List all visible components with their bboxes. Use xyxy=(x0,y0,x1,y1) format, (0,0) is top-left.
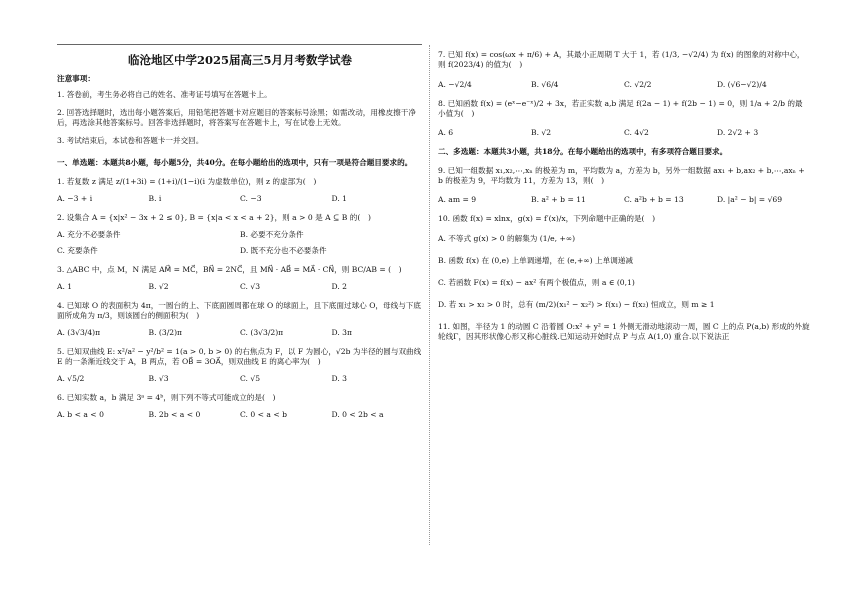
question-10: 10. 函数 f(x) = xlnx，g(x) = f′(x)/x，下列命题中正确的是( ) xyxy=(438,214,656,223)
question-3-options xyxy=(57,282,423,292)
option: C. √3 xyxy=(240,282,261,291)
option: D. 2√2 + 3 xyxy=(717,128,759,137)
option: A. √5/2 xyxy=(57,374,85,383)
question-10-option-b: B. 函数 f(x) 在 (0,e) 上单调递增，在 (e,+∞) 上单调递减 xyxy=(438,256,633,265)
question-6: 6. 已知实数 a，b 满足 3ᵃ = 4ᵇ，则下列不等式可能成立的是( ) xyxy=(57,393,276,402)
notice-item-2: 2. 回答选择题时，选出每小题答案后，用铅笔把答题卡对应题目的答案标号涂黑；如需改动，用橡皮擦干净后，再选涂其他答案标号。回答非选择题时，将答案写在答题卡上，写在试卷上无效。 xyxy=(57,108,416,127)
option: C. −3 xyxy=(240,194,262,203)
question-10-option-d: D. 若 x₁ > x₂ > 0 时，总有 (m/2)(x₁² − x₂²) > f(x₁) − f(x₂) 恒成立，则 m ≥ 1 xyxy=(438,300,715,309)
question-2-options-row-1 xyxy=(57,230,423,240)
column-divider xyxy=(429,45,430,545)
question-1-options xyxy=(57,194,423,204)
option: D. 0 < 2b < a xyxy=(331,410,384,419)
notice-item-3: 3. 考试结束后，本试卷和答题卡一并交回。 xyxy=(57,136,204,145)
question-9: 9. 已知一组数据 x₁,x₂,⋯,xₙ 的极差为 m，平均数为 a，方差为 b，另外一组数据 ax₁ + b,ax₂ + b,⋯,axₙ + b 的极差为 9，平均数为 11，方差为 13，则( ) xyxy=(438,166,805,185)
option: A. am = 9 xyxy=(438,195,477,204)
question-6-options xyxy=(57,410,423,420)
option: A. 1 xyxy=(57,282,73,291)
notice-item-1: 1. 答卷前，考生务必将自己的姓名、准考证号填写在答题卡上。 xyxy=(57,90,272,99)
option: B. (3/2)π xyxy=(148,328,183,337)
option: A. −√2/4 xyxy=(438,80,472,89)
question-4: 4. 已知球 O 的表面积为 4π，一圆台的上、下底面圆周都在球 O 的球面上，且下底面过球心 O，母线与下底面所成角为 π/3，则该圆台的侧面积为( ) xyxy=(57,301,421,320)
question-1: 1. 若复数 z 满足 z/(1+3i) = (1+i)/(1−i)(i 为虚数单位)，则 z 的虚部为( ) xyxy=(57,177,317,186)
section-multiple-choice: 二、多选题：本题共3小题，共18分。在每小题给出的选项中，有多项符合题目要求。 xyxy=(438,147,728,156)
option: A. 6 xyxy=(438,128,454,137)
option: A. −3 + i xyxy=(57,194,93,203)
option: B. 2b < a < 0 xyxy=(148,410,201,419)
option: C. 充要条件 xyxy=(57,246,98,255)
question-7: 7. 已知 f(x) = cos(ωx + π/6) + A，其最小正周期 T 大于 1，若 (1/3, −√2/4) 为 f(x) 的图象的对称中心，则 f(2023/4) 的值为( ) xyxy=(438,50,805,69)
option: D. 2 xyxy=(331,282,347,291)
option: D. |a² − b| = √69 xyxy=(717,195,783,204)
option: C. 4√2 xyxy=(624,128,649,137)
option: C. a²b + b = 13 xyxy=(624,195,684,204)
option: B. √2 xyxy=(531,128,552,137)
option: B. a² + b = 11 xyxy=(531,195,586,204)
question-10-option-a: A. 不等式 g(x) > 0 的解集为 (1/e, +∞) xyxy=(438,234,576,243)
right-column xyxy=(438,50,810,342)
header-rule xyxy=(57,44,422,45)
option: B. √6/4 xyxy=(531,80,559,89)
option: A. 充分不必要条件 xyxy=(57,230,121,239)
question-5-options xyxy=(57,374,423,384)
question-9-options xyxy=(438,195,810,205)
option: D. 3 xyxy=(331,374,347,383)
left-column xyxy=(57,50,423,420)
option: D. 既不充分也不必要条件 xyxy=(240,246,327,255)
notice-heading: 注意事项： xyxy=(57,74,95,83)
question-4-options xyxy=(57,328,423,338)
option: C. (3√3/2)π xyxy=(240,328,284,337)
question-8-options xyxy=(438,128,810,138)
option: D. 1 xyxy=(331,194,347,203)
option: B. 必要不充分条件 xyxy=(240,230,304,239)
option: C. 0 < a < b xyxy=(240,410,287,419)
option: A. b < a < 0 xyxy=(57,410,104,419)
option: B. √3 xyxy=(148,374,169,383)
option: C. √2/2 xyxy=(624,80,652,89)
option: A. (3√3/4)π xyxy=(57,328,101,337)
question-10-option-c: C. 若函数 F(x) = f(x) − ax² 有两个极值点，则 a ∈ (0,1) xyxy=(438,278,635,287)
question-2: 2. 设集合 A = {x|x² − 3x + 2 ≤ 0}, B = {x|a < x < a + 2}，则 a > 0 是 A ⊆ B 的( ) xyxy=(57,213,371,222)
question-3: 3. △ABC 中，点 M，N 满足 AM⃗ = MC⃗，BN⃗ = 2NC⃗，且 MN⃗ · AB⃗ = MA⃗ · CN⃗，则 BC/AB = ( ) xyxy=(57,265,402,274)
question-5: 5. 已知双曲线 E: x²/a² − y²/b² = 1(a > 0, b > 0) 的右焦点为 F，以 F 为圆心，√2b 为半径的圆与双曲线 E 的一条渐近线交于 A，B 两点，若 OB⃗ = 3OA⃗，则双曲线 E 的离心率为( ) xyxy=(57,347,422,366)
option: D. 3π xyxy=(331,328,352,337)
question-2-options-row-2 xyxy=(57,246,423,256)
question-7-options xyxy=(438,80,810,90)
question-11: 11. 如图，半径为 1 的动圆 C 沿着圆 O:x² + y² = 1 外侧无滑动地滚动一周，圆 C 上的点 P(a,b) 形成的外旋轮线Γ，因其形状像心形又称心脏线.已知运动开始时点 P 与点 A(1,0) 重合.以下说法正 xyxy=(438,322,810,341)
question-8: 8. 已知函数 f(x) = (eˣ−e⁻ˣ)/2 + 3x，若正实数 a,b 满足 f(2a − 1) + f(2b − 1) = 0，则 1/a + 2/b 的最小值为( ) xyxy=(438,99,803,118)
section-single-choice: 一、单选题：本题共8小题，每小题5分，共40分。在每小题给出的选项中，只有一项是符合题目要求的。 xyxy=(57,158,413,167)
option: B. i xyxy=(148,194,162,203)
option: B. √2 xyxy=(148,282,169,291)
exam-title: 临沧地区中学2025届高三5月月考数学试卷 xyxy=(127,53,352,67)
option: C. √5 xyxy=(240,374,261,383)
option: D. (√6−√2)/4 xyxy=(717,80,767,89)
